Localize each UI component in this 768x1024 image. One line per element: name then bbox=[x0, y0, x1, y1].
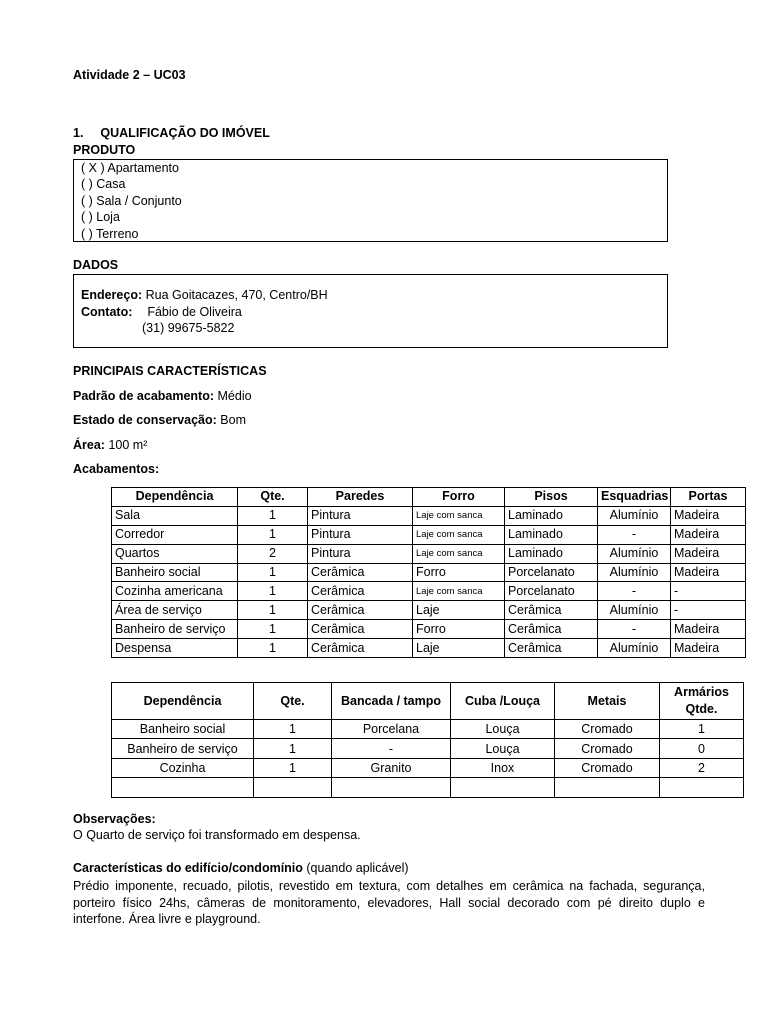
produto-option-apartamento: ( X ) Apartamento bbox=[81, 161, 179, 175]
table-cell: Porcelanato bbox=[505, 563, 598, 582]
column-header: Forro bbox=[413, 488, 505, 507]
table-cell bbox=[451, 778, 555, 797]
edificio-label: Características do edifício/condomínio bbox=[73, 861, 303, 875]
table-cell: Porcelana bbox=[332, 720, 451, 739]
observacoes-label: Observações: bbox=[73, 812, 156, 826]
table-cell bbox=[555, 778, 660, 797]
table-row bbox=[112, 582, 746, 601]
table-row bbox=[112, 563, 746, 582]
table-row bbox=[112, 720, 744, 739]
endereco-label: Endereço: bbox=[81, 288, 143, 302]
table-cell: - bbox=[671, 582, 746, 601]
table-cell: Cerâmica bbox=[308, 582, 413, 601]
table-row bbox=[112, 739, 744, 758]
table-cell: - bbox=[598, 582, 671, 601]
padrao-value: Médio bbox=[217, 389, 252, 403]
observacoes-text: O Quarto de serviço foi transformado em despensa. bbox=[73, 828, 361, 842]
table-cell bbox=[254, 778, 332, 797]
table-row bbox=[112, 544, 746, 563]
endereco-line bbox=[81, 287, 667, 304]
table-row bbox=[112, 506, 746, 525]
table-cell: Corredor bbox=[112, 525, 238, 544]
table-cell: Pintura bbox=[308, 544, 413, 563]
table-cell: Laje com sanca bbox=[413, 506, 505, 525]
armarios-label: Armários bbox=[674, 685, 729, 699]
table-cell: 1 bbox=[238, 620, 308, 639]
table-cell: Cozinha americana bbox=[112, 582, 238, 601]
endereco-value: Rua Goitacazes, 470, Centro/BH bbox=[145, 288, 328, 302]
table-row bbox=[112, 601, 746, 620]
table-cell: Pintura bbox=[308, 506, 413, 525]
column-header: Metais bbox=[555, 683, 660, 720]
estado-line bbox=[73, 413, 246, 427]
table-cell: Banheiro social bbox=[112, 720, 254, 739]
column-header-armarios bbox=[660, 683, 744, 720]
table-cell bbox=[660, 778, 744, 797]
table-cell: Cerâmica bbox=[308, 639, 413, 658]
table-header-row bbox=[112, 683, 744, 720]
column-header: Bancada / tampo bbox=[332, 683, 451, 720]
edificio-suffix: (quando aplicável) bbox=[302, 861, 409, 875]
table-cell: - bbox=[671, 601, 746, 620]
column-header: Dependência bbox=[112, 683, 254, 720]
produto-label: PRODUTO bbox=[73, 143, 136, 157]
table-row bbox=[112, 639, 746, 658]
produto-box bbox=[73, 159, 668, 242]
table-cell: Porcelanato bbox=[505, 582, 598, 601]
table-cell: Alumínio bbox=[598, 506, 671, 525]
estado-label: Estado de conservação: bbox=[73, 413, 217, 427]
table-cell: Forro bbox=[413, 563, 505, 582]
table-cell: Granito bbox=[332, 758, 451, 777]
table-row bbox=[112, 620, 746, 639]
equipamentos-table bbox=[111, 682, 744, 798]
table-cell: 0 bbox=[660, 739, 744, 758]
table-row bbox=[112, 778, 744, 797]
table-cell: Cerâmica bbox=[505, 601, 598, 620]
table-cell bbox=[112, 778, 254, 797]
edificio-text: Prédio imponente, recuado, pilotis, revestido em textura, com detalhes em cerâmica na fachada, segurança, porteiro físico 24hs, câmeras de monitoramento, elevadores, Hall social decorado com pé direito duplo e interfone. Área livre e playground. bbox=[73, 879, 705, 926]
column-header: Pisos bbox=[505, 488, 598, 507]
table-cell: 1 bbox=[660, 720, 744, 739]
table-cell: Banheiro de serviço bbox=[112, 620, 238, 639]
table-cell: Louça bbox=[451, 720, 555, 739]
table-cell: Madeira bbox=[671, 563, 746, 582]
principais-label: PRINCIPAIS CARACTERÍSTICAS bbox=[73, 364, 267, 378]
table-cell: Madeira bbox=[671, 620, 746, 639]
table-cell: Cerâmica bbox=[308, 563, 413, 582]
table-cell: Madeira bbox=[671, 544, 746, 563]
table-cell: 1 bbox=[238, 639, 308, 658]
column-header: Esquadrias bbox=[598, 488, 671, 507]
table-cell: 1 bbox=[254, 720, 332, 739]
table-cell: Madeira bbox=[671, 506, 746, 525]
activity-title: Atividade 2 – UC03 bbox=[73, 68, 186, 82]
table-cell: Despensa bbox=[112, 639, 238, 658]
column-header: Qte. bbox=[254, 683, 332, 720]
table-cell: Laje bbox=[413, 639, 505, 658]
table-cell: 1 bbox=[238, 525, 308, 544]
table-cell bbox=[332, 778, 451, 797]
table-cell: 1 bbox=[254, 758, 332, 777]
table-cell: Alumínio bbox=[598, 544, 671, 563]
table-cell: Cromado bbox=[555, 758, 660, 777]
table-cell: Sala bbox=[112, 506, 238, 525]
table-row bbox=[112, 525, 746, 544]
table-cell: Cerâmica bbox=[505, 620, 598, 639]
table-cell: 1 bbox=[238, 506, 308, 525]
column-header: Paredes bbox=[308, 488, 413, 507]
table-cell: 1 bbox=[238, 582, 308, 601]
table-cell: Cozinha bbox=[112, 758, 254, 777]
column-header: Cuba /Louça bbox=[451, 683, 555, 720]
table-cell: Inox bbox=[451, 758, 555, 777]
area-value: 100 m² bbox=[108, 438, 148, 452]
table-cell: - bbox=[598, 525, 671, 544]
table-cell: Área de serviço bbox=[112, 601, 238, 620]
table-row bbox=[112, 758, 744, 777]
table-cell: Laje com sanca bbox=[413, 544, 505, 563]
table-cell: Laje com sanca bbox=[413, 582, 505, 601]
table-cell: Alumínio bbox=[598, 639, 671, 658]
section-number: 1. bbox=[73, 126, 84, 140]
area-label: Área: bbox=[73, 438, 105, 452]
table-cell: 1 bbox=[238, 601, 308, 620]
table-cell: - bbox=[332, 739, 451, 758]
table-cell: Pintura bbox=[308, 525, 413, 544]
table-header-row bbox=[112, 488, 746, 507]
column-header: Qte. bbox=[238, 488, 308, 507]
dados-box bbox=[73, 274, 668, 348]
table-cell: Cerâmica bbox=[308, 601, 413, 620]
area-line bbox=[73, 438, 147, 452]
produto-option-casa: ( ) Casa bbox=[81, 177, 126, 192]
table-cell: Quartos bbox=[112, 544, 238, 563]
acabamentos-label: Acabamentos: bbox=[73, 462, 160, 476]
table-cell: 2 bbox=[238, 544, 308, 563]
table-cell: Banheiro de serviço bbox=[112, 739, 254, 758]
table-cell: Laje com sanca bbox=[413, 525, 505, 544]
table-cell: Cromado bbox=[555, 720, 660, 739]
table-cell: Alumínio bbox=[598, 563, 671, 582]
acabamentos-table bbox=[111, 487, 746, 658]
column-header: Dependência bbox=[112, 488, 238, 507]
dados-label: DADOS bbox=[73, 258, 119, 272]
padrao-label: Padrão de acabamento: bbox=[73, 389, 215, 403]
table-cell: Laminado bbox=[505, 544, 598, 563]
table-cell: Cerâmica bbox=[505, 639, 598, 658]
table-cell: Laminado bbox=[505, 506, 598, 525]
table-cell: Banheiro social bbox=[112, 563, 238, 582]
column-header: Portas bbox=[671, 488, 746, 507]
produto-option-sala: ( ) Sala / Conjunto bbox=[81, 193, 182, 208]
table-cell: Forro bbox=[413, 620, 505, 639]
table-cell: - bbox=[598, 620, 671, 639]
contato-label: Contato: bbox=[81, 304, 133, 319]
edificio-heading bbox=[73, 861, 409, 875]
qtde-label: Qtde. bbox=[685, 702, 718, 716]
contato-phone: (31) 99675-5822 bbox=[142, 321, 235, 335]
table-cell: Madeira bbox=[671, 639, 746, 658]
padrao-line bbox=[73, 389, 252, 403]
table-cell: 1 bbox=[254, 739, 332, 758]
contato-name: Fábio de Oliveira bbox=[147, 304, 242, 319]
table-cell: Cerâmica bbox=[308, 620, 413, 639]
produto-option-terreno: ( ) Terreno bbox=[81, 226, 139, 241]
table-cell: Alumínio bbox=[598, 601, 671, 620]
table-cell: Laminado bbox=[505, 525, 598, 544]
table-cell: 2 bbox=[660, 758, 744, 777]
section-heading bbox=[73, 126, 270, 140]
produto-option-loja: ( ) Loja bbox=[81, 210, 120, 225]
section-title: QUALIFICAÇÃO DO IMÓVEL bbox=[100, 126, 270, 140]
table-cell: Cromado bbox=[555, 739, 660, 758]
table-cell: Madeira bbox=[671, 525, 746, 544]
table-cell: Louça bbox=[451, 739, 555, 758]
estado-value: Bom bbox=[220, 413, 246, 427]
table-cell: Laje bbox=[413, 601, 505, 620]
contato-line bbox=[81, 304, 667, 321]
table-cell: 1 bbox=[238, 563, 308, 582]
